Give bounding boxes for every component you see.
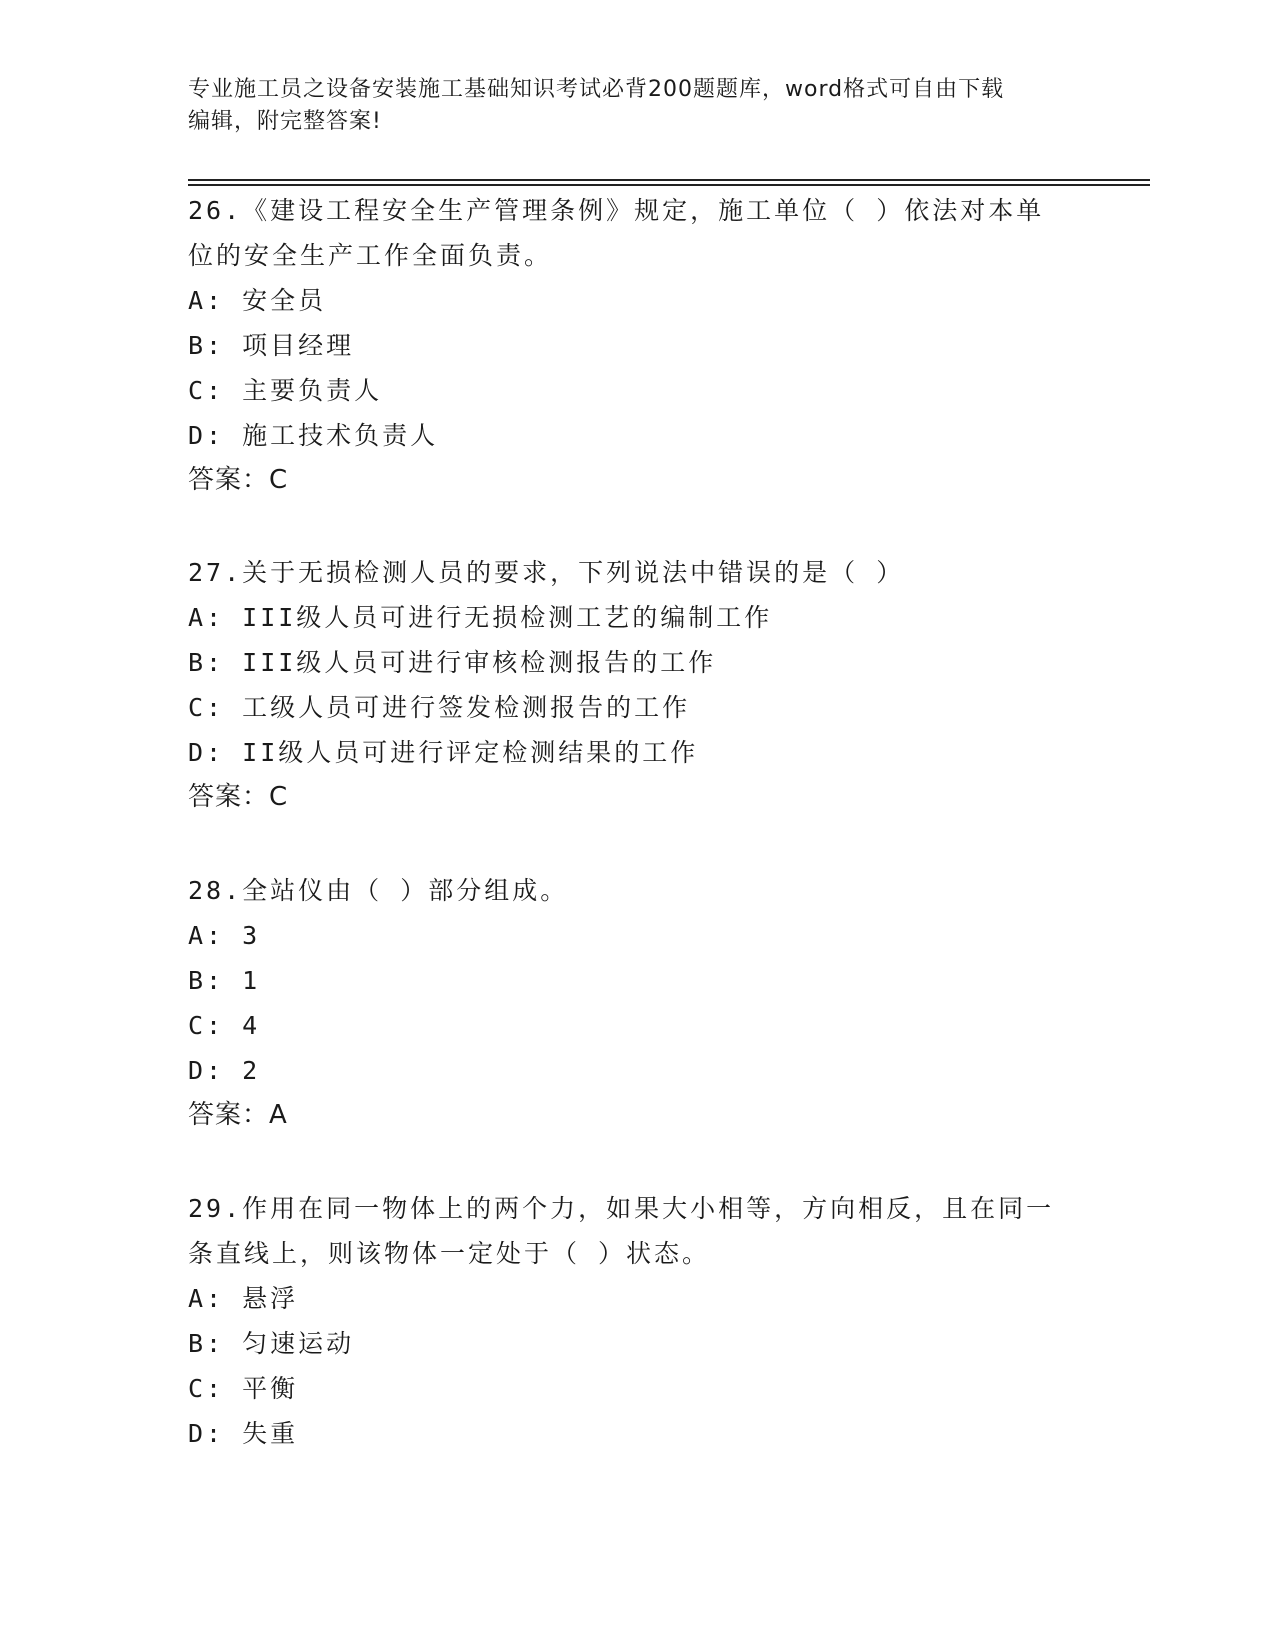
- option-b: B: 项目经理: [188, 331, 355, 360]
- question-stem-line: 26.《建设工程安全生产管理条例》规定，施工单位（ ）依法对本单: [188, 196, 1045, 225]
- header-divider-bottom: [188, 184, 1150, 186]
- question-27: [188, 550, 1088, 820]
- answer-line: 答案：C: [188, 465, 289, 495]
- question-28: [188, 868, 1088, 1138]
- question-26: [188, 188, 1088, 503]
- question-stem-line: 28.全站仪由（ ）部分组成。: [188, 876, 569, 905]
- option-d: D: II级人员可进行评定检测结果的工作: [188, 738, 699, 767]
- option-c: C: 平衡: [188, 1374, 299, 1403]
- option-a: A: 3: [188, 921, 261, 950]
- option-a: A: 安全员: [188, 286, 327, 315]
- option-b: B: 1: [188, 966, 261, 995]
- option-a: A: III级人员可进行无损检测工艺的编制工作: [188, 603, 773, 632]
- option-b: B: III级人员可进行审核检测报告的工作: [188, 648, 717, 677]
- header-divider-top: [188, 179, 1150, 181]
- option-c: C: 主要负责人: [188, 376, 383, 405]
- option-c: C: 4: [188, 1011, 261, 1040]
- option-c: C: 工级人员可进行签发检测报告的工作: [188, 693, 691, 722]
- option-a: A: 悬浮: [188, 1284, 299, 1313]
- option-d: D: 失重: [188, 1419, 299, 1448]
- question-stem-line: 27.关于无损检测人员的要求，下列说法中错误的是（ ）: [188, 558, 905, 587]
- header-title-line-1: 专业施工员之设备安装施工基础知识考试必背200题题库，word格式可自由下载: [188, 77, 1005, 102]
- question-stem-line: 条直线上，则该物体一定处于（ ）状态。: [188, 1239, 711, 1268]
- question-stem-line: 29.作用在同一物体上的两个力，如果大小相等，方向相反，且在同一: [188, 1194, 1055, 1223]
- option-d: D: 施工技术负责人: [188, 421, 439, 450]
- question-29: [188, 1186, 1088, 1456]
- question-stem-line: 位的安全生产工作全面负责。: [188, 241, 553, 270]
- answer-line: 答案：A: [188, 1100, 288, 1130]
- answer-line: 答案：C: [188, 782, 289, 812]
- document-header: [188, 74, 1068, 138]
- option-d: D: 2: [188, 1056, 261, 1085]
- header-title-line-2: 编辑，附完整答案!: [188, 109, 382, 134]
- option-b: B: 匀速运动: [188, 1329, 355, 1358]
